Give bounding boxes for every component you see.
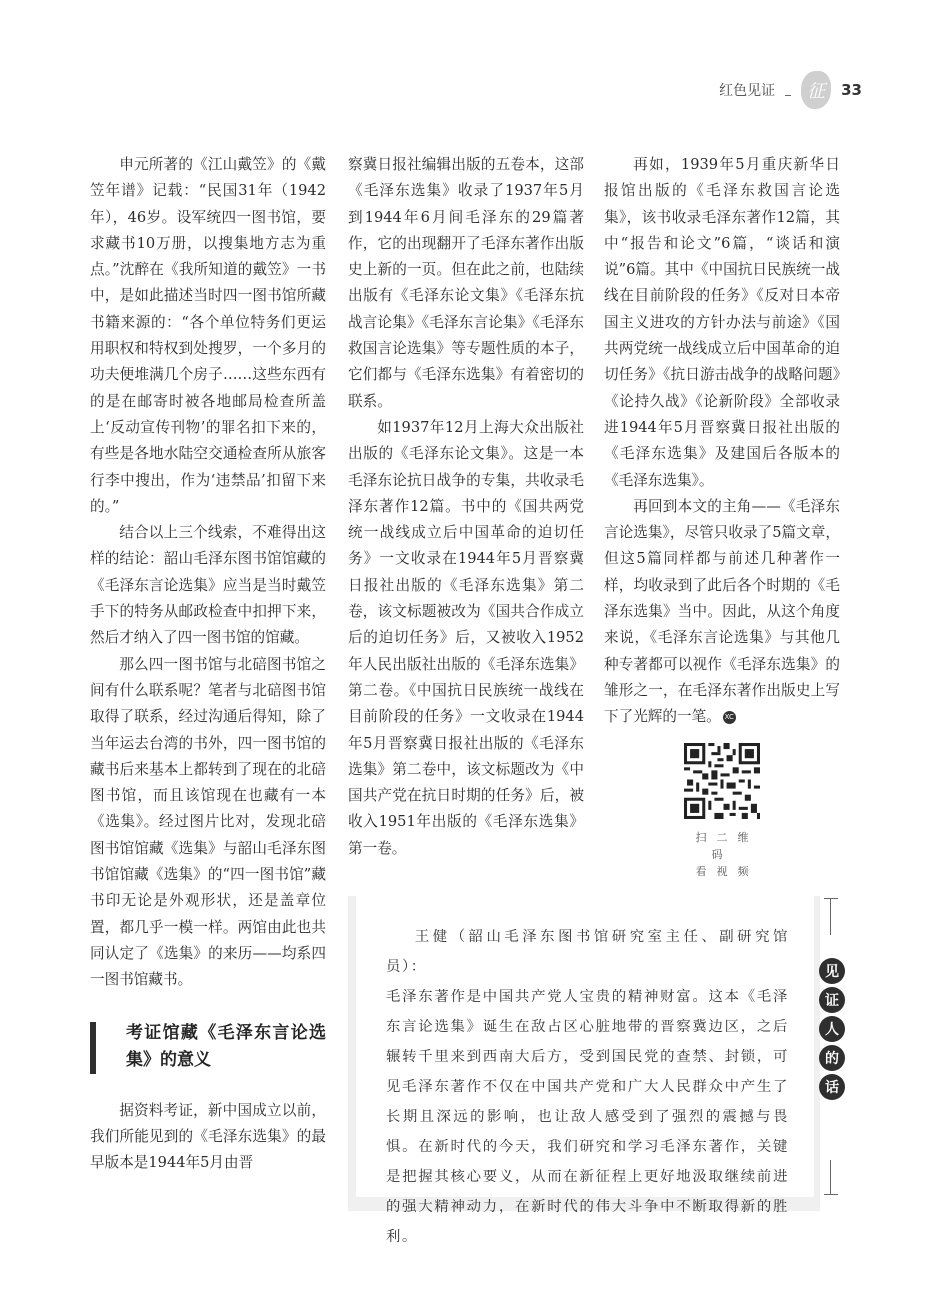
witness-quote xyxy=(356,890,814,1245)
witness-text: 毛泽东著作是中国共产党人宝贵的精神财富。这本《毛泽东言论选集》诞生在敌占区心脏地带的晋察冀边区，之后辗转千里来到西南大后方，受到国民党的查禁、封锁，可见毛泽东著作不仅在中国共产党和广大人民群众中产生了长期且深远的影响，也让敌人感受到了强烈的震撼与畏惧。在新时代的今天，我们研究和学习毛泽东著作，关键是把握其核心要义，从而在新征程上更好地汲取继续前进的强大精神动力，在新时代的伟大斗争中不断取得新的胜利。 xyxy=(386,989,789,1245)
header-separator xyxy=(785,95,791,96)
end-mark-icon: XC xyxy=(723,711,736,724)
qr-caption-line: 扫二维码 xyxy=(695,831,759,861)
section-heading-text: 考证馆藏《毛泽东言论选集》的意义 xyxy=(126,1022,326,1070)
tag-char: 人 xyxy=(819,1016,845,1042)
article-column-1 xyxy=(90,152,326,1176)
paragraph: 那么四一图书馆与北碚图书馆之间有什么联系呢？笔者与北碚图书馆取得了联系，经过沟通后得知，除了当年运去台湾的书外，四一图书馆的藏书后来基本上都转到了现在的北碚图书馆，而且该馆现在也藏有一本《选集》。经过图片比对，发现北碚图书馆馆藏《选集》与韶山毛泽东图书馆馆藏《选集》的“四一图书馆”藏书印无论是外观形状，还是盖章位置，都几乎一模一样。两馆由此也共同认定了《选集》的来历——均系四一图书馆藏书。 xyxy=(90,655,326,989)
paragraph: 如1937年12月上海大众出版社出版的《毛泽东论文集》。这是一本毛泽东论抗日战争的专集，共收录毛泽东著作12篇。书中的《国共两党统一战线成立后中国革命的迫切任务》一文收录在1944年5月晋察冀日报社出版的《毛泽东选集》第二卷，该文标题被改为《国共合作成立后的迫切任务》后，又被收入1952年人民出版社出版的《毛泽东选集》第二卷。《中国抗日民族统一战线在目前阶段的任务》一文收录在1944年5月晋察冀日报社出版的《毛泽东选集》第二卷中，该文标题改为《中国共产党在抗日时期的任务》后，被收入1951年出版的《毛泽东选集》第一卷。 xyxy=(348,418,584,857)
qr-code-block xyxy=(680,743,764,880)
section-label: 红色见证 xyxy=(719,83,776,99)
paragraph: 再如，1939年5月重庆新华日报馆出版的《毛泽东救国言论选集》，该书收录毛泽东著作12篇，其中“报告和论文”6篇，“谈话和演说”6篇。其中《中国抗日民族统一战线在目前阶段的任务》《反对日本帝国主义进攻的方针办法与前途》《国共两党统一战线成立后中国革命的迫切任务》《抗日游击战争的战略问题》《论持久战》《论新阶段》全部收录进1944年5月晋察冀日报社出版的《毛泽东选集》及建国后各版本的《毛泽东选集》。 xyxy=(604,156,840,489)
article-column-3 xyxy=(604,152,840,731)
decorative-bracket xyxy=(824,1160,838,1195)
paragraph: 据资料考证，新中国成立以前，我们所能见到的《毛泽东选集》的最早版本是1944年5月由晋 xyxy=(90,1101,326,1172)
paragraph: 察冀日报社编辑出版的五卷本，这部《毛泽东选集》收录了1937年5月到1944年6月间毛泽东的29篇著作，它的出现翻开了毛泽东著作出版史上新的一页。但在此之前，也陆续出版有《毛泽东论文集》《毛泽东抗战言论集》《毛泽东言论集》《毛泽东救国言论选集》等专题性质的本子，它们都与《毛泽东选集》有着密切的联系。 xyxy=(348,156,584,410)
seal-logo: 征 xyxy=(801,71,831,109)
section-heading xyxy=(90,1020,326,1074)
article-column-2 xyxy=(348,152,584,862)
paragraph: 申元所著的《江山戴笠》的《戴笠年谱》记载：“民国31年（1942年），46岁。设军统四一图书馆，要求藏书10万册，以搜集地方志为重点。”沈醉在《我所知道的戴笠》一书中，是如此描述当时四一图书馆所藏书籍来源的：“各个单位特务们更运用职权和特权到处搜罗，一个多月的功夫便堆满几个房子……这些东西有的是在邮寄时被各地邮局检查所盖上‘反动宣传刊物’的罪名扣下来的，有些是各地水陆空交通检查所从旅客行李中搜出，作为‘违禁品’扣留下来的。” xyxy=(90,156,326,515)
qr-caption xyxy=(680,829,764,880)
tag-char: 的 xyxy=(819,1045,845,1071)
witness-tag xyxy=(819,958,847,1100)
page-number: 33 xyxy=(841,81,862,99)
tag-char: 话 xyxy=(819,1074,845,1100)
witness-quote-box xyxy=(348,896,820,1245)
decorative-bracket xyxy=(824,898,838,935)
heading-bar xyxy=(90,1022,96,1074)
paragraph xyxy=(604,494,840,731)
paragraph-text: 再回到本文的主角——《毛泽东言论选集》，尽管只收录了5篇文章，但这5篇同样都与前述几种著作一样，均收录到了此后各个时期的《毛泽东选集》当中。因此，从这个角度来说，《毛泽东言论选集》与其他几种专著都可以视作《毛泽东选集》的雏形之一，在毛泽东著作出版史上写下了光辉的一笔。 xyxy=(604,497,840,726)
tag-char: 见 xyxy=(819,958,845,984)
tag-char: 证 xyxy=(819,987,845,1013)
witness-author: 王健（韶山毛泽东图书馆研究室主任、副研究馆员）： xyxy=(386,929,789,975)
page-header xyxy=(719,70,862,110)
qr-caption-line: 看视频 xyxy=(695,865,759,878)
qr-code-icon[interactable] xyxy=(684,743,760,819)
paragraph: 结合以上三个线索，不难得出这样的结论：韶山毛泽东图书馆馆藏的《毛泽东言论选集》应当是当时戴笠手下的特务从邮政检查中扣押下来，然后才纳入了四一图书馆的馆藏。 xyxy=(90,524,326,647)
